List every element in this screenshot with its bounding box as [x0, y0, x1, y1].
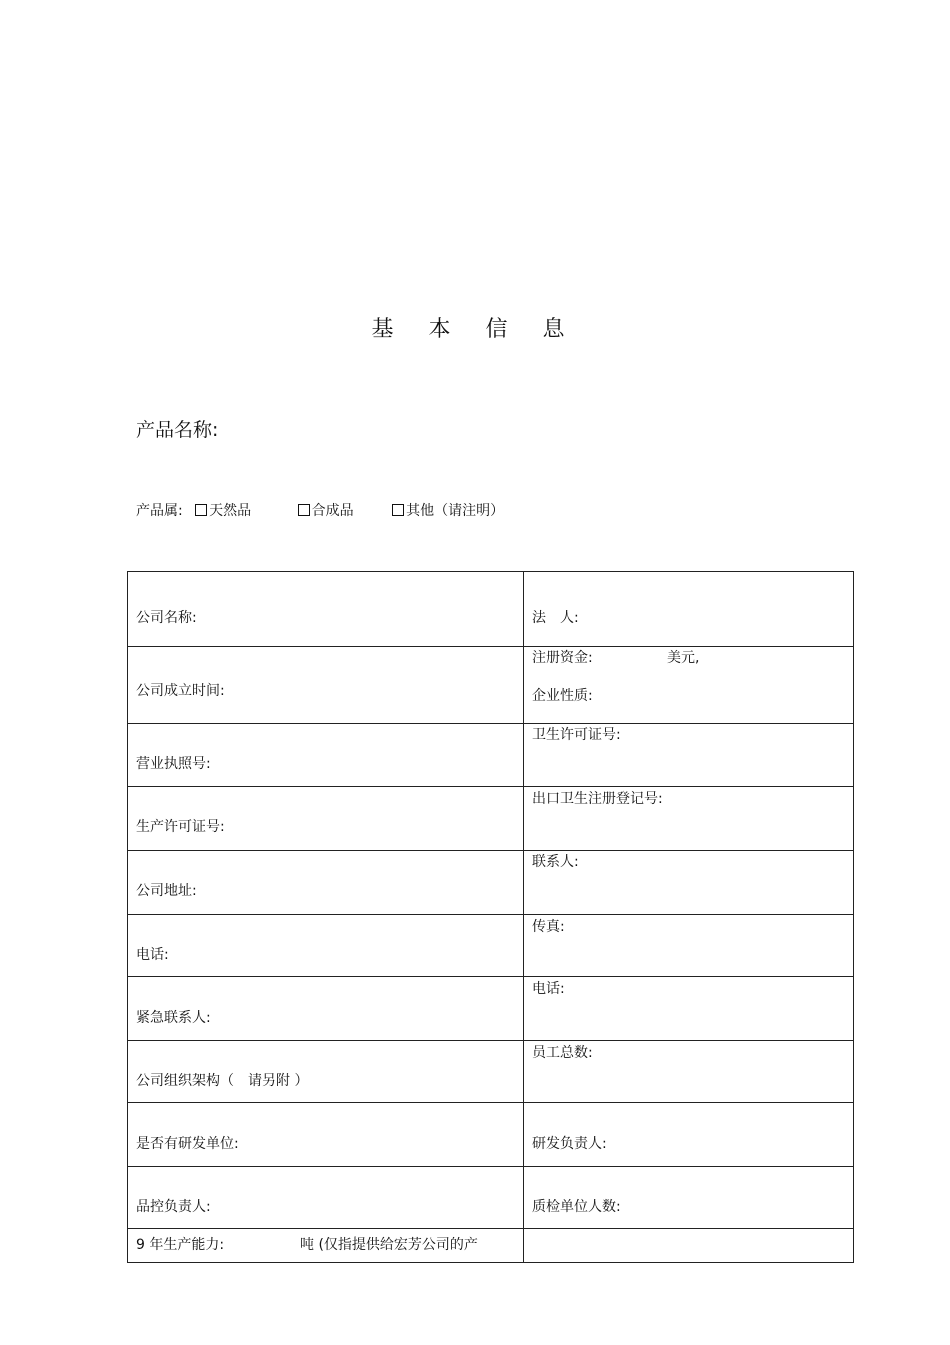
basic-info-table [127, 571, 854, 1263]
table-row [128, 787, 854, 851]
category-option-synthetic[interactable]: 合成品 [298, 500, 354, 520]
capital-type-cell[interactable]: 注册资金: 美元, 企业性质: [524, 647, 854, 724]
legal-person-cell[interactable]: 法 人: [524, 572, 854, 647]
table-row [128, 1041, 854, 1103]
phone2-cell[interactable]: 电话: [524, 977, 854, 1041]
category-option-other[interactable]: 其他（请注明） [392, 500, 504, 520]
table-row [128, 1167, 854, 1229]
table-row [128, 572, 854, 647]
business-license-cell[interactable]: 营业执照号: [128, 724, 524, 787]
checkbox-icon[interactable] [195, 504, 207, 516]
product-name-label: 产品名称: [136, 419, 219, 441]
fax-cell[interactable]: 传真: [524, 915, 854, 977]
table-row [128, 1103, 854, 1167]
phone-cell[interactable]: 电话: [128, 915, 524, 977]
org-structure-cell[interactable]: 公司组织架构（ 请另附 ） [128, 1041, 524, 1103]
has-rd-cell[interactable]: 是否有研发单位: [128, 1103, 524, 1167]
table-row [128, 977, 854, 1041]
product-category-row [136, 500, 504, 520]
qc-staff-cell[interactable]: 质检单位人数: [524, 1167, 854, 1229]
contact-cell[interactable]: 联系人: [524, 851, 854, 915]
production-license-cell[interactable]: 生产许可证号: [128, 787, 524, 851]
checkbox-icon[interactable] [392, 504, 404, 516]
founded-cell[interactable]: 公司成立时间: [128, 647, 524, 724]
capacity-value-cell[interactable] [524, 1229, 854, 1263]
rd-head-cell[interactable]: 研发负责人: [524, 1103, 854, 1167]
export-health-reg-cell[interactable]: 出口卫生注册登记号: [524, 787, 854, 851]
table-row [128, 851, 854, 915]
checkbox-icon[interactable] [298, 504, 310, 516]
page-title: 基 本 信 息 [371, 317, 579, 342]
table-row [128, 915, 854, 977]
emergency-contact-cell[interactable]: 紧急联系人: [128, 977, 524, 1041]
qc-head-cell[interactable]: 品控负责人: [128, 1167, 524, 1229]
table-row [128, 724, 854, 787]
capacity-cell[interactable]: 9 年生产能力: 吨 (仅指提供给宏芳公司的产 [128, 1229, 524, 1263]
table-row [128, 647, 854, 724]
company-name-cell[interactable]: 公司名称: [128, 572, 524, 647]
total-staff-cell[interactable]: 员工总数: [524, 1041, 854, 1103]
health-license-cell[interactable]: 卫生许可证号: [524, 724, 854, 787]
category-option-natural[interactable]: 天然品 [195, 500, 251, 520]
table-row [128, 1229, 854, 1263]
category-label: 产品属: [136, 503, 183, 519]
address-cell[interactable]: 公司地址: [128, 851, 524, 915]
